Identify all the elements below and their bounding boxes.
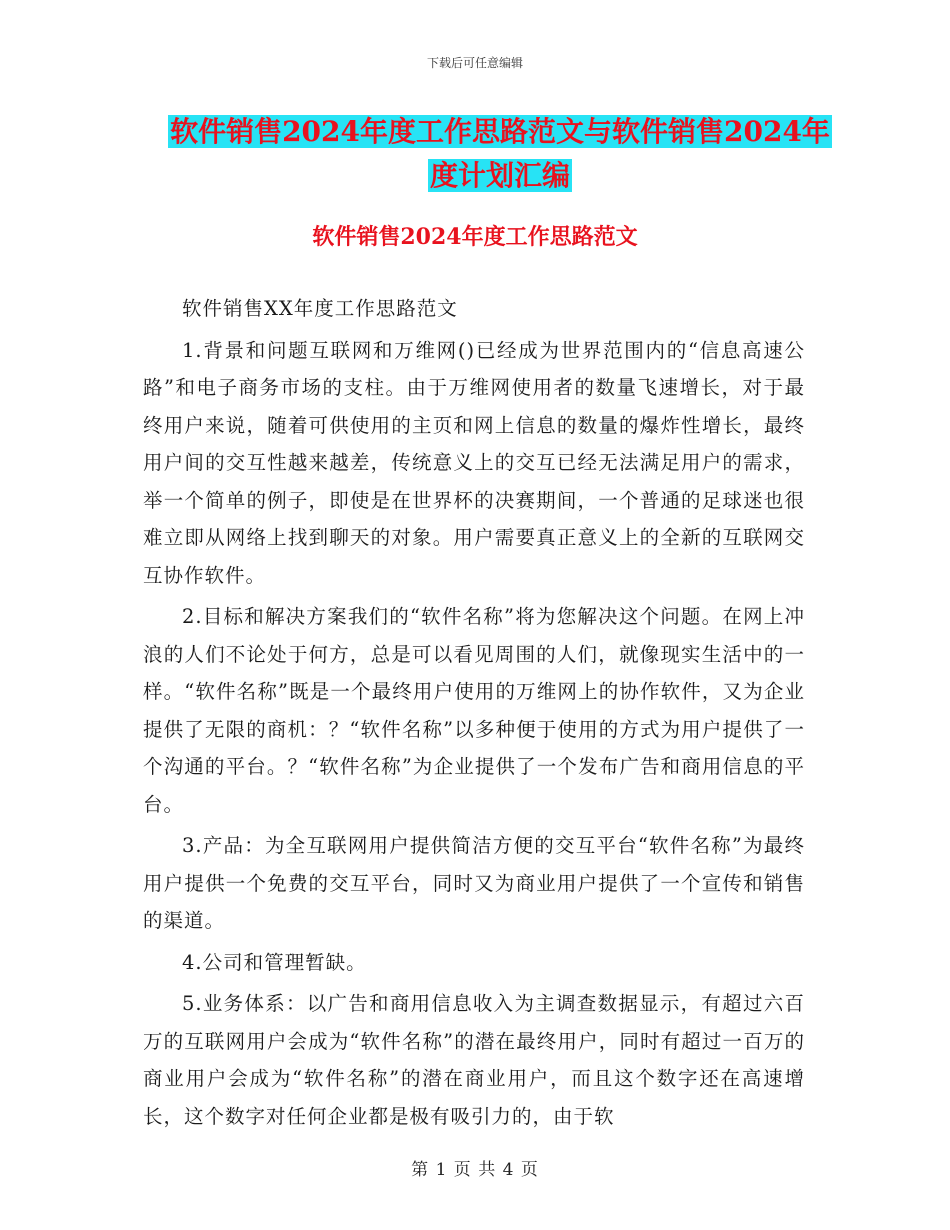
body-paragraph-goals: 2.目标和解决方案我们的“软件名称”将为您解决这个问题。在网上冲浪的人们不论处于何方，总是可以看见周围的人们，就像现实生活中的一样。“软件名称”既是一个最终用户使用的万维网上的协作软件，又为企业提供了无限的商机：？“软件名称”以多种便于使用的方式为用户提供了一个沟通的平台。？“软件名称”为企业提供了一个发布广告和商用信息的平台。: [143, 605, 805, 816]
document-title-line-2: 度计划汇编: [429, 159, 570, 192]
document-body: [143, 290, 805, 1139]
body-paragraph-background: 1.背景和问题互联网和万维网()已经成为世界范围内的“信息高速公路”和电子商务市场的支柱。由于万维网使用者的数量飞速增长，对于最终用户来说，随着可供使用的主页和网上信息的数量的爆炸性增长，最终用户间的交互性越来越差，传统意义上的交互已经无法满足用户的需求，举一个简单的例子，即使是在世界杯的决赛期间，一个普通的足球迷也很难立即从网络上找到聊天的对象。用户需要真正意义上的全新的互联网交互协作软件。: [143, 338, 805, 587]
page-header-note: 下载后可任意编辑: [426, 56, 523, 70]
body-paragraph-business: 5.业务体系：以广告和商用信息收入为主调查数据显示，有超过六百万的互联网用户会成为“软件名称”的潜在最终用户，同时有超过一百万的商业用户会成为“软件名称”的潜在商业用户，而且这个数字还在高速增长，这个数字对任何企业都是极有吸引力的，由于软: [143, 992, 805, 1128]
page-number-footer: 第 1 页 共 4 页: [411, 1160, 539, 1180]
body-paragraph-company: 4.公司和管理暂缺。: [182, 950, 367, 974]
body-paragraph-subtitle: 软件销售XX年度工作思路范文: [182, 297, 458, 320]
document-title-line-1: 软件销售2024年度工作思路范文与软件销售2024年: [170, 115, 830, 148]
body-paragraph-product: 3.产品：为全互联网用户提供简洁方便的交互平台“软件名称”为最终用户提供一个免费的交互平台，同时又为商业用户提供了一个宣传和销售的渠道。: [143, 834, 805, 932]
section-heading: 软件销售2024年度工作思路范文: [312, 224, 638, 250]
document-title: [140, 110, 860, 198]
